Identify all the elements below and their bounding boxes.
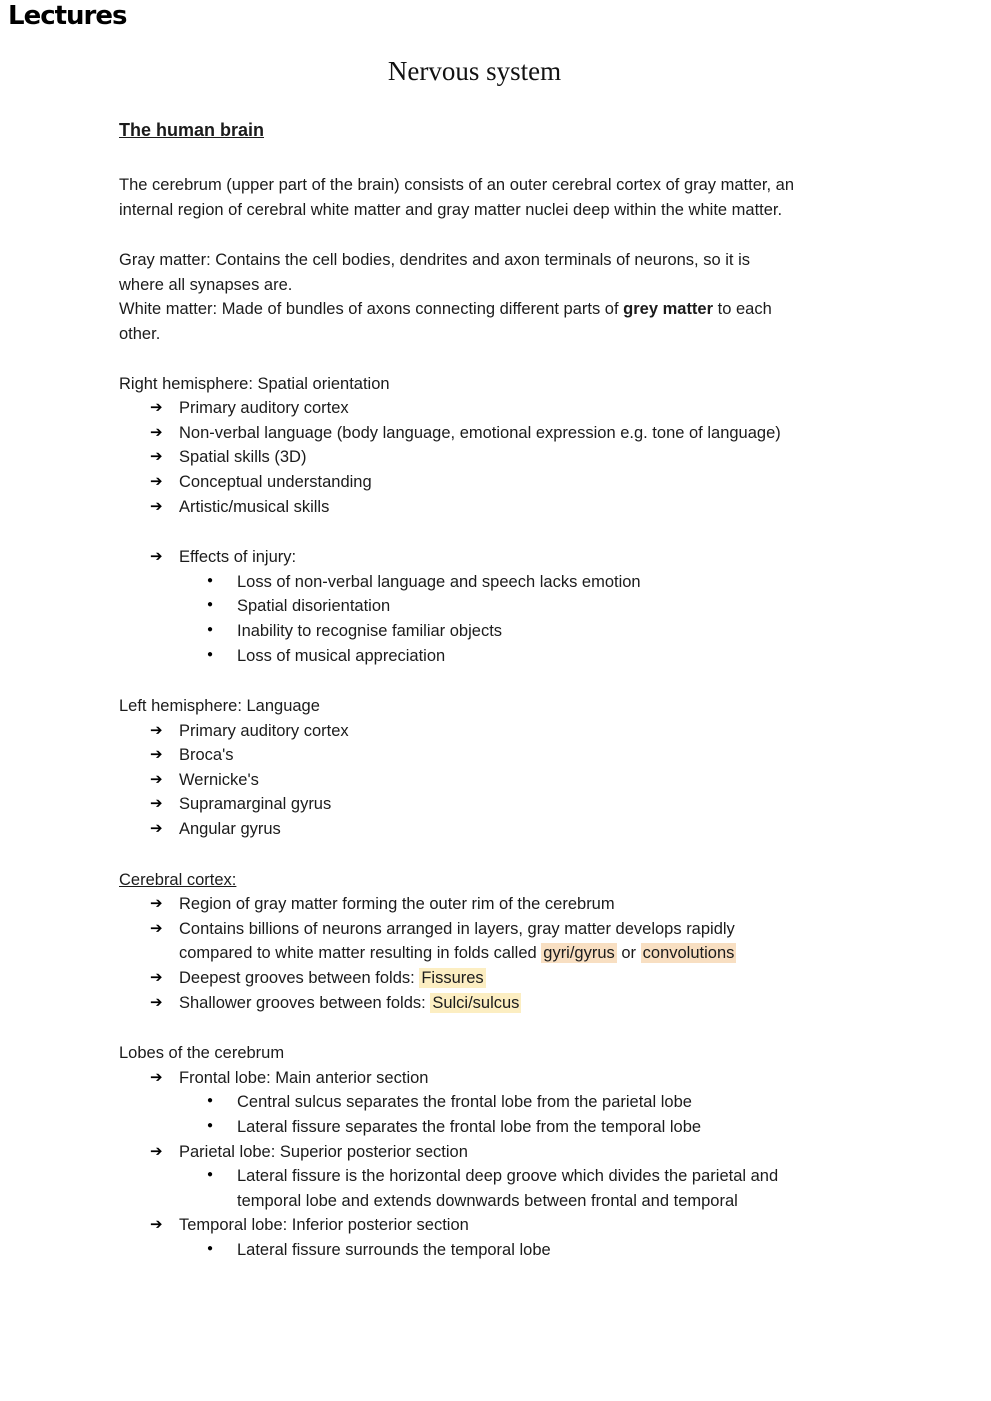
intro-line: The cerebrum (upper part of the brain) consists of an outer cerebral cortex of gray matter, an xyxy=(119,176,794,194)
list-item-text: or xyxy=(616,944,641,963)
gray-matter-line: Gray matter: Contains the cell bodies, dendrites and axon terminals of neurons, so it is xyxy=(119,251,750,270)
arrow-bullet-icon: ➔ xyxy=(150,448,163,466)
arrow-list-item xyxy=(119,1066,874,1091)
arrow-list-item xyxy=(119,1213,874,1238)
arrow-bullet-icon: ➔ xyxy=(150,746,163,764)
list-item-text: Loss of musical appreciation xyxy=(237,646,446,665)
bullet-list-item xyxy=(119,619,874,644)
bullet-list-item xyxy=(119,1115,874,1140)
list-item-text: Lateral fissure separates the frontal lobe from the temporal lobe xyxy=(237,1118,702,1136)
bullet-list-item xyxy=(119,1238,874,1263)
spacer xyxy=(119,141,874,173)
list-item-text: Frontal lobe: Main anterior section xyxy=(179,1068,429,1087)
arrow-list-item xyxy=(119,966,874,991)
arrow-list-item xyxy=(119,743,874,768)
grey-matter-bold: grey matter xyxy=(623,300,714,319)
list-item-text: Wernicke's xyxy=(179,770,259,789)
dot-bullet-icon: ● xyxy=(207,599,214,611)
spacer xyxy=(119,222,874,248)
arrow-list-item-continuation xyxy=(119,941,874,966)
gray-matter-line: where all synapses are. xyxy=(119,275,293,294)
document-title: Nervous system xyxy=(387,56,562,86)
arrow-list-item xyxy=(119,719,874,744)
bullet-list-item xyxy=(119,570,874,595)
arrow-list-item xyxy=(119,495,874,520)
highlight-fissures: Fissures xyxy=(421,969,484,988)
list-item-text: Shallower grooves between folds: xyxy=(179,993,431,1012)
dot-bullet-icon: ● xyxy=(207,623,214,635)
arrow-bullet-icon: ➔ xyxy=(150,919,163,937)
arrow-bullet-icon: ➔ xyxy=(150,993,163,1011)
heading-left-hemisphere: Left hemisphere: Language xyxy=(119,697,320,716)
dot-bullet-icon: ● xyxy=(207,1095,214,1107)
arrow-list-item xyxy=(119,991,874,1016)
list-item-text: Effects of injury: xyxy=(179,548,297,567)
white-matter-text: to each xyxy=(713,300,772,319)
arrow-bullet-icon: ➔ xyxy=(150,548,163,566)
bullet-list-item-continuation xyxy=(119,1189,874,1214)
list-item-text: Primary auditory cortex xyxy=(179,399,349,418)
list-item-text: Artistic/musical skills xyxy=(179,497,330,516)
document-body xyxy=(119,0,874,1263)
spacer xyxy=(119,1015,874,1041)
arrow-list-item xyxy=(119,768,874,793)
list-item-text: Inability to recognise familiar objects xyxy=(237,621,503,640)
arrow-bullet-icon: ➔ xyxy=(150,423,163,441)
highlight-convolutions: convolutions xyxy=(642,944,735,963)
white-matter-line xyxy=(119,297,874,322)
list-item-text: Spatial disorientation xyxy=(237,597,391,616)
arrow-bullet-icon: ➔ xyxy=(150,399,163,417)
arrow-bullet-icon: ➔ xyxy=(150,1142,163,1160)
heading-the-human-brain: The human brain xyxy=(119,120,265,140)
arrow-list-item xyxy=(119,817,874,842)
list-item-text: Parietal lobe: Superior posterior section xyxy=(179,1142,468,1161)
white-matter-text: White matter: Made of bundles of axons connecting different parts of xyxy=(119,300,624,319)
arrow-bullet-icon: ➔ xyxy=(150,820,163,838)
highlight-sulci-sulcus: Sulci/sulcus xyxy=(432,993,520,1012)
arrow-bullet-icon: ➔ xyxy=(150,969,163,987)
arrow-list-item xyxy=(119,445,874,470)
spacer xyxy=(119,668,874,694)
highlight-gyri-gyrus: gyri/gyrus xyxy=(543,944,615,963)
list-item-text: Region of gray matter forming the outer rim of the cerebrum xyxy=(179,895,615,914)
arrow-bullet-icon: ➔ xyxy=(150,895,163,913)
list-item-text: Angular gyrus xyxy=(179,820,281,839)
list-item-text: Non-verbal language (body language, emotional expression e.g. tone of language) xyxy=(179,423,781,442)
list-item-text: Central sulcus separates the frontal lobe from the parietal lobe xyxy=(237,1093,692,1112)
list-item-text: Lateral fissure surrounds the temporal lobe xyxy=(237,1240,551,1259)
heading-right-hemisphere: Right hemisphere: Spatial orientation xyxy=(119,374,390,393)
dot-bullet-icon: ● xyxy=(207,648,214,660)
spacer xyxy=(119,842,874,868)
arrow-bullet-icon: ➔ xyxy=(150,472,163,490)
arrow-bullet-icon: ➔ xyxy=(150,497,163,515)
arrow-list-item xyxy=(119,470,874,495)
spacer xyxy=(119,519,874,545)
arrow-bullet-icon: ➔ xyxy=(150,721,163,739)
heading-cerebral-cortex: Cerebral cortex: xyxy=(119,870,237,889)
bullet-list-item xyxy=(119,644,874,669)
bullet-list-item xyxy=(119,1090,874,1115)
list-item-text: Primary auditory cortex xyxy=(179,721,349,740)
heading-lobes-of-cerebrum: Lobes of the cerebrum xyxy=(119,1044,285,1063)
arrow-bullet-icon: ➔ xyxy=(150,795,163,813)
list-item-text: Lateral fissure is the horizontal deep groove which divides the parietal and xyxy=(237,1167,779,1186)
arrow-bullet-icon: ➔ xyxy=(150,1216,163,1234)
arrow-list-item xyxy=(119,421,874,446)
list-item-text: Conceptual understanding xyxy=(179,472,372,491)
list-item-text: Contains billions of neurons arranged in layers, gray matter develops rapidly xyxy=(179,919,735,938)
dot-bullet-icon: ● xyxy=(207,1169,214,1181)
arrow-bullet-icon: ➔ xyxy=(150,770,163,788)
arrow-list-item xyxy=(119,917,874,942)
arrow-list-item xyxy=(119,545,874,570)
arrow-list-item xyxy=(119,892,874,917)
list-item-text: Loss of non-verbal language and speech lacks emotion xyxy=(237,572,641,591)
bullet-list-item xyxy=(119,1164,874,1189)
white-matter-line: other. xyxy=(119,324,161,343)
intro-line: internal region of cerebral white matter and gray matter nuclei deep within the white matter. xyxy=(119,200,783,219)
list-item-text: Supramarginal gyrus xyxy=(179,795,332,814)
list-item-text: temporal lobe and extends downwards between frontal and temporal xyxy=(237,1191,738,1210)
dot-bullet-icon: ● xyxy=(207,574,214,586)
lectures-label: Lectures xyxy=(8,1,127,31)
arrow-bullet-icon: ➔ xyxy=(150,1068,163,1086)
list-item-text: Temporal lobe: Inferior posterior section xyxy=(179,1216,469,1235)
dot-bullet-icon: ● xyxy=(207,1120,214,1131)
list-item-text: compared to white matter resulting in folds called xyxy=(179,944,542,963)
arrow-list-item xyxy=(119,396,874,421)
spacer xyxy=(119,347,874,372)
arrow-list-item xyxy=(119,792,874,817)
dot-bullet-icon: ● xyxy=(207,1242,214,1254)
arrow-list-item xyxy=(119,1140,874,1165)
bullet-list-item xyxy=(119,594,874,619)
list-item-text: Spatial skills (3D) xyxy=(179,448,307,467)
list-item-text: Broca's xyxy=(179,746,234,765)
list-item-text: Deepest grooves between folds: xyxy=(179,969,420,988)
